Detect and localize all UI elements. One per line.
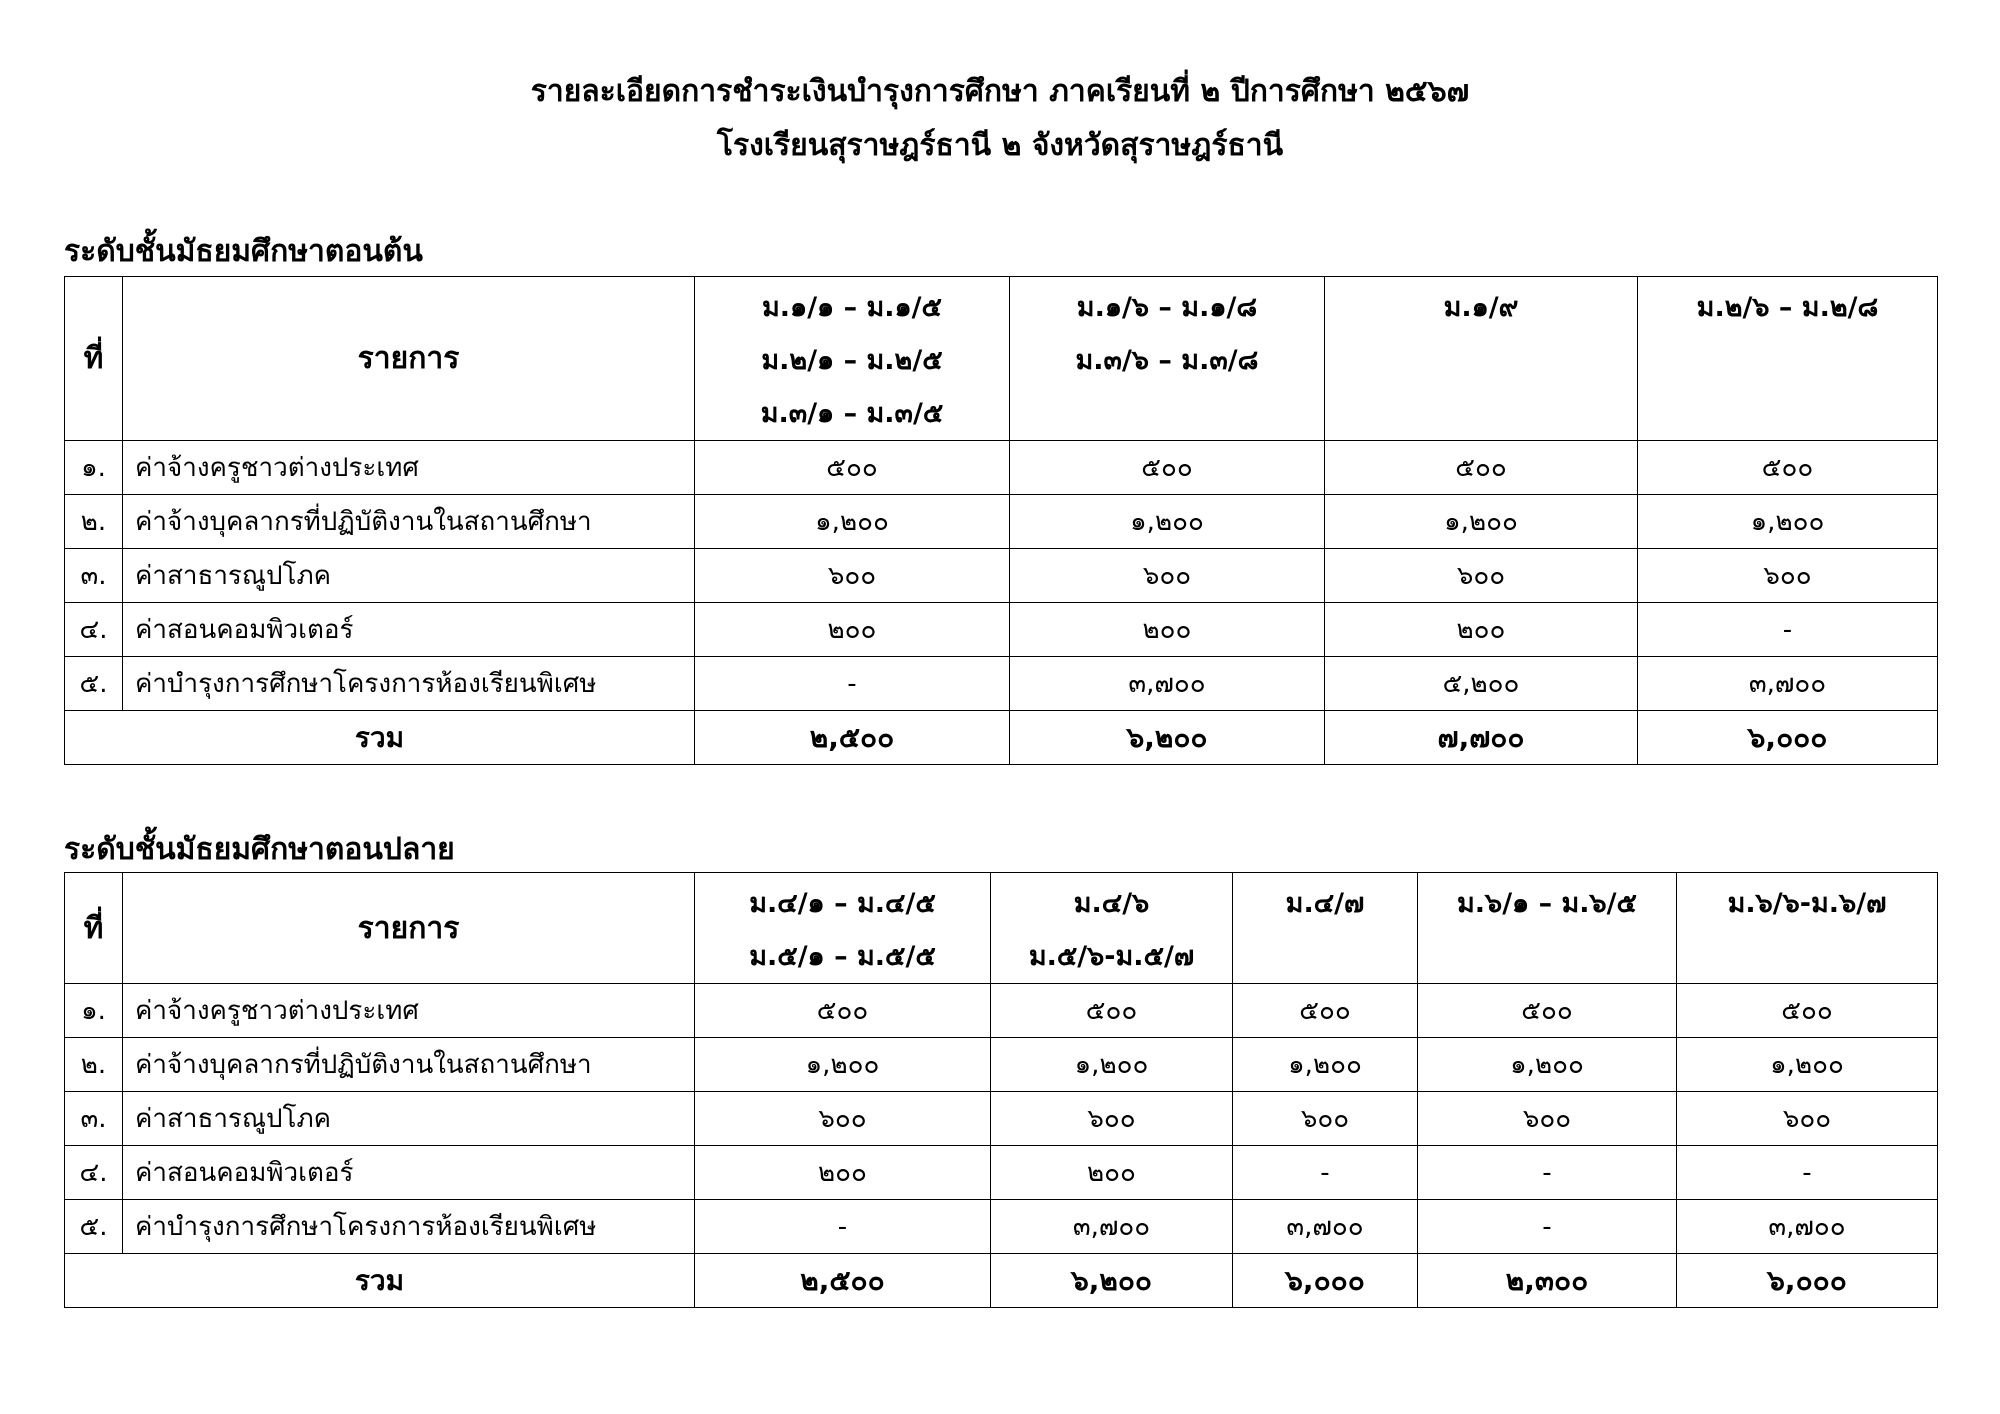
row-item: ค่าสาธารณูปโภค [123, 1092, 695, 1146]
fee-cell: - [1638, 603, 1938, 657]
fee-cell: ๓,๗๐๐ [1010, 657, 1325, 711]
table-row [65, 1038, 1938, 1092]
total-cell: ๖,๐๐๐ [1233, 1254, 1418, 1308]
fee-cell: - [695, 1200, 991, 1254]
row-number: ๔. [65, 603, 123, 657]
fee-cell: - [1233, 1146, 1418, 1200]
fee-cell: ๖๐๐ [1233, 1092, 1418, 1146]
fee-cell: ๑,๒๐๐ [1010, 495, 1325, 549]
column-header-class-group: ม.๔/๖ ม.๕/๖-ม.๕/๗ [991, 873, 1233, 984]
table-header-row [65, 277, 1938, 441]
fee-cell: ๕๐๐ [1010, 441, 1325, 495]
fee-cell: ๒๐๐ [1010, 603, 1325, 657]
table-row [65, 441, 1938, 495]
fee-cell: ๖๐๐ [695, 1092, 991, 1146]
total-cell: ๖,๒๐๐ [1010, 711, 1325, 765]
upper-secondary-heading: ระดับชั้นมัธยมศึกษาตอนปลาย [64, 832, 455, 867]
fee-cell: ๕๐๐ [1325, 441, 1638, 495]
fee-cell: - [1418, 1146, 1677, 1200]
fee-cell: ๕๐๐ [695, 441, 1010, 495]
total-cell: ๒,๓๐๐ [1418, 1254, 1677, 1308]
column-header-class-group: ม.๔/๗ [1233, 873, 1418, 984]
row-number: ๕. [65, 1200, 123, 1254]
total-row [65, 711, 1938, 765]
column-header-number: ที่ [65, 277, 123, 441]
total-cell: ๖,๐๐๐ [1677, 1254, 1938, 1308]
fee-cell: ๕๐๐ [991, 984, 1233, 1038]
table-row [65, 495, 1938, 549]
fee-cell: ๖๐๐ [1325, 549, 1638, 603]
school-name: โรงเรียนสุราษฎร์ธานี ๒ จังหวัดสุราษฎร์ธานี [716, 128, 1284, 163]
fee-cell: ๓,๗๐๐ [1233, 1200, 1418, 1254]
row-number: ๓. [65, 1092, 123, 1146]
row-number: ๔. [65, 1146, 123, 1200]
fee-cell: - [695, 657, 1010, 711]
fee-cell: ๒๐๐ [1325, 603, 1638, 657]
row-item: ค่าสอนคอมพิวเตอร์ [123, 1146, 695, 1200]
total-row [65, 1254, 1938, 1308]
column-header-class-group: ม.๑/๖ – ม.๑/๘ ม.๓/๖ – ม.๓/๘ [1010, 277, 1325, 441]
table-row [65, 1092, 1938, 1146]
table-row [65, 603, 1938, 657]
column-header-class-group: ม.๑/๑ – ม.๑/๕ ม.๒/๑ – ม.๒/๕ ม.๓/๑ – ม.๓/๕ [695, 277, 1010, 441]
table-row [65, 549, 1938, 603]
table-row [65, 1146, 1938, 1200]
fee-cell: ๑,๒๐๐ [1418, 1038, 1677, 1092]
table-row [65, 657, 1938, 711]
fee-cell: ๕๐๐ [1233, 984, 1418, 1038]
fee-cell: ๒๐๐ [695, 1146, 991, 1200]
fee-cell: ๑,๒๐๐ [695, 1038, 991, 1092]
total-cell: ๖,๒๐๐ [991, 1254, 1233, 1308]
fee-cell: ๖๐๐ [1010, 549, 1325, 603]
fee-cell: ๕,๒๐๐ [1325, 657, 1638, 711]
row-item: ค่าบำรุงการศึกษาโครงการห้องเรียนพิเศษ [123, 657, 695, 711]
lower-secondary-fee-table [64, 276, 1938, 765]
fee-cell: ๒๐๐ [695, 603, 1010, 657]
fee-cell: ๒๐๐ [991, 1146, 1233, 1200]
row-number: ๒. [65, 495, 123, 549]
row-item: ค่าจ้างบุคลากรที่ปฏิบัติงานในสถานศึกษา [123, 495, 695, 549]
upper-secondary-fee-table [64, 872, 1938, 1308]
fee-cell: ๓,๗๐๐ [1677, 1200, 1938, 1254]
total-cell: ๗,๗๐๐ [1325, 711, 1638, 765]
total-label: รวม [65, 1254, 695, 1308]
fee-cell: ๖๐๐ [1638, 549, 1938, 603]
fee-cell: ๕๐๐ [1638, 441, 1938, 495]
row-number: ๕. [65, 657, 123, 711]
fee-cell: ๑,๒๐๐ [1325, 495, 1638, 549]
column-header-class-group: ม.๖/๑ – ม.๖/๕ [1418, 873, 1677, 984]
fee-cell: - [1677, 1146, 1938, 1200]
row-number: ๓. [65, 549, 123, 603]
row-item: ค่าบำรุงการศึกษาโครงการห้องเรียนพิเศษ [123, 1200, 695, 1254]
fee-cell: ๕๐๐ [1677, 984, 1938, 1038]
fee-cell: ๖๐๐ [695, 549, 1010, 603]
fee-cell: ๑,๒๐๐ [991, 1038, 1233, 1092]
row-number: ๑. [65, 984, 123, 1038]
column-header-item: รายการ [123, 873, 695, 984]
fee-cell: ๖๐๐ [1677, 1092, 1938, 1146]
column-header-class-group: ม.๔/๑ – ม.๔/๕ ม.๕/๑ – ม.๕/๕ [695, 873, 991, 984]
fee-cell: ๓,๗๐๐ [1638, 657, 1938, 711]
total-label: รวม [65, 711, 695, 765]
row-item: ค่าสาธารณูปโภค [123, 549, 695, 603]
column-header-number: ที่ [65, 873, 123, 984]
total-cell: ๒,๕๐๐ [695, 1254, 991, 1308]
column-header-class-group: ม.๑/๙ [1325, 277, 1638, 441]
fee-cell: ๕๐๐ [695, 984, 991, 1038]
fee-cell: ๑,๒๐๐ [1677, 1038, 1938, 1092]
row-item: ค่าจ้างครูชาวต่างประเทศ [123, 441, 695, 495]
row-item: ค่าจ้างครูชาวต่างประเทศ [123, 984, 695, 1038]
table-row [65, 984, 1938, 1038]
fee-cell: ๑,๒๐๐ [1233, 1038, 1418, 1092]
fee-cell: ๖๐๐ [991, 1092, 1233, 1146]
total-cell: ๖,๐๐๐ [1638, 711, 1938, 765]
column-header-class-group: ม.๖/๖-ม.๖/๗ [1677, 873, 1938, 984]
table-row [65, 1200, 1938, 1254]
row-number: ๒. [65, 1038, 123, 1092]
table-header-row [65, 873, 1938, 984]
fee-cell: ๑,๒๐๐ [1638, 495, 1938, 549]
document-title: รายละเอียดการชำระเงินบำรุงการศึกษา ภาคเรียนที่ ๒ ปีการศึกษา ๒๕๖๗ [530, 74, 1470, 109]
lower-secondary-heading: ระดับชั้นมัธยมศึกษาตอนต้น [64, 234, 423, 269]
fee-cell: ๓,๗๐๐ [991, 1200, 1233, 1254]
row-item: ค่าจ้างบุคลากรที่ปฏิบัติงานในสถานศึกษา [123, 1038, 695, 1092]
fee-cell: - [1418, 1200, 1677, 1254]
fee-cell: ๕๐๐ [1418, 984, 1677, 1038]
fee-cell: ๖๐๐ [1418, 1092, 1677, 1146]
total-cell: ๒,๕๐๐ [695, 711, 1010, 765]
column-header-class-group: ม.๒/๖ – ม.๒/๘ [1638, 277, 1938, 441]
column-header-item: รายการ [123, 277, 695, 441]
row-item: ค่าสอนคอมพิวเตอร์ [123, 603, 695, 657]
row-number: ๑. [65, 441, 123, 495]
fee-cell: ๑,๒๐๐ [695, 495, 1010, 549]
